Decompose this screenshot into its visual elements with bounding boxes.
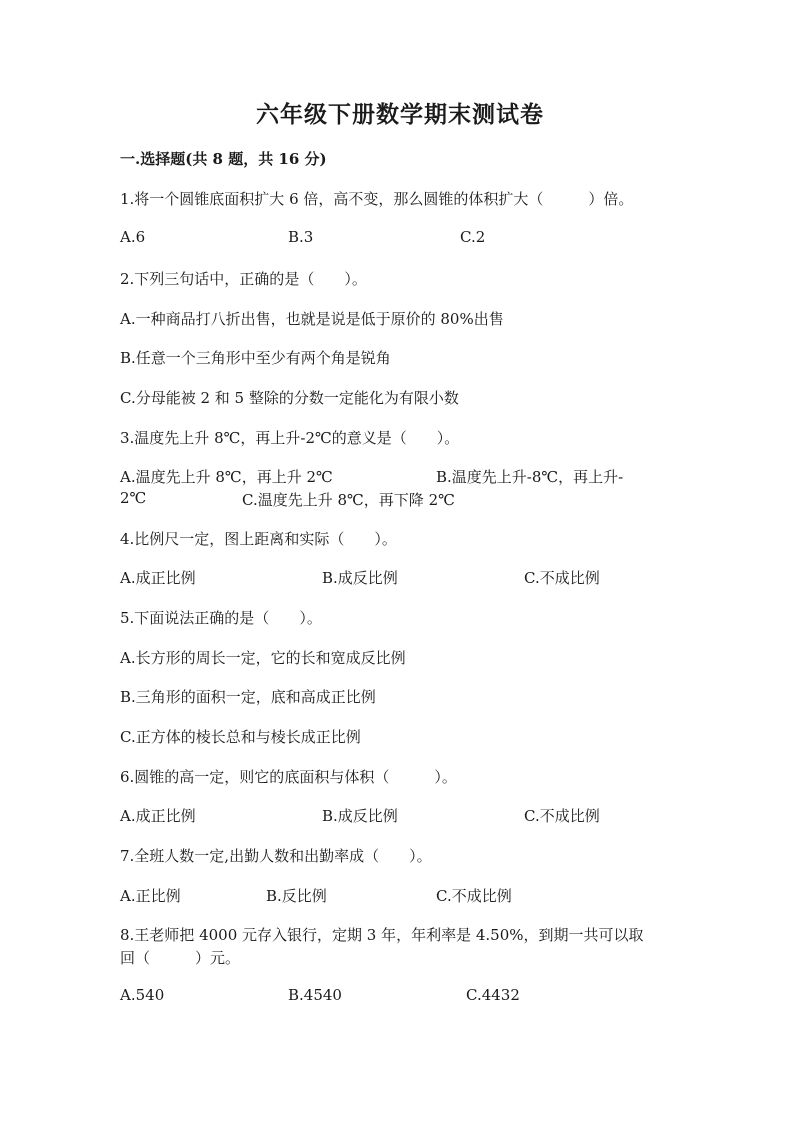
question-1-option-c: C.2 [460, 228, 486, 246]
question-7-option-a: A.正比例 [120, 887, 181, 905]
question-4-option-c: C.不成比例 [524, 569, 600, 587]
question-4-option-b: B.成反比例 [322, 569, 398, 587]
question-6-option-a: A.成正比例 [120, 807, 196, 825]
question-3-option-b: B.温度先上升-8℃，再上升- [436, 468, 624, 486]
question-3-option-a: A.温度先上升 8℃，再上升 2℃ [120, 468, 333, 486]
question-3-stem: 3.温度先上升 8℃，再上升-2℃的意义是（ ）。 [120, 429, 460, 447]
question-8-option-b: B.4540 [288, 986, 342, 1004]
question-2-stem: 2.下列三句话中，正确的是（ ）。 [120, 270, 367, 288]
question-6-stem: 6.圆锥的高一定，则它的底面积与体积（ ）。 [120, 768, 457, 786]
question-4-option-a: A.成正比例 [120, 569, 196, 587]
question-5-option-b: B.三角形的面积一定，底和高成正比例 [120, 688, 376, 706]
question-5-option-a: A.长方形的周长一定，它的长和宽成反比例 [120, 649, 406, 667]
question-5-option-c: C.正方体的棱长总和与棱长成正比例 [120, 728, 361, 746]
question-8-stem-continued: 回（ ）元。 [120, 949, 241, 967]
question-8-option-a: A.540 [120, 986, 165, 1004]
question-8-option-c: C.4432 [466, 986, 520, 1004]
question-5-stem: 5.下面说法正确的是（ ）。 [120, 609, 322, 627]
question-7-stem: 7.全班人数一定,出勤人数和出勤率成（ ）。 [120, 847, 432, 865]
question-7-option-c: C.不成比例 [436, 887, 512, 905]
question-3-option-b-continued: 2℃ [120, 489, 147, 507]
question-2-option-a: A.一种商品打八折出售，也就是说是低于原价的 80%出售 [120, 310, 504, 328]
question-2-option-b: B.任意一个三角形中至少有两个角是锐角 [120, 349, 391, 367]
question-4-stem: 4.比例尺一定，图上距离和实际（ ）。 [120, 530, 397, 548]
question-2-option-c: C.分母能被 2 和 5 整除的分数一定能化为有限小数 [120, 389, 459, 407]
question-7-option-b: B.反比例 [266, 887, 327, 905]
question-8-stem: 8.王老师把 4000 元存入银行，定期 3 年，年利率是 4.50%，到期一共可以取 [120, 926, 644, 944]
section-heading: 一.选择题(共 8 题，共 16 分) [120, 150, 327, 168]
question-1-option-a: A.6 [120, 228, 146, 246]
page-title: 六年级下册数学期末测试卷 [256, 101, 544, 128]
question-3-option-c: C.温度先上升 8℃，再下降 2℃ [242, 491, 455, 509]
question-6-option-c: C.不成比例 [524, 807, 600, 825]
question-6-option-b: B.成反比例 [322, 807, 398, 825]
question-1-stem: 1.将一个圆锥底面积扩大 6 倍，高不变，那么圆锥的体积扩大（ ）倍。 [120, 190, 634, 208]
question-1-option-b: B.3 [288, 228, 314, 246]
